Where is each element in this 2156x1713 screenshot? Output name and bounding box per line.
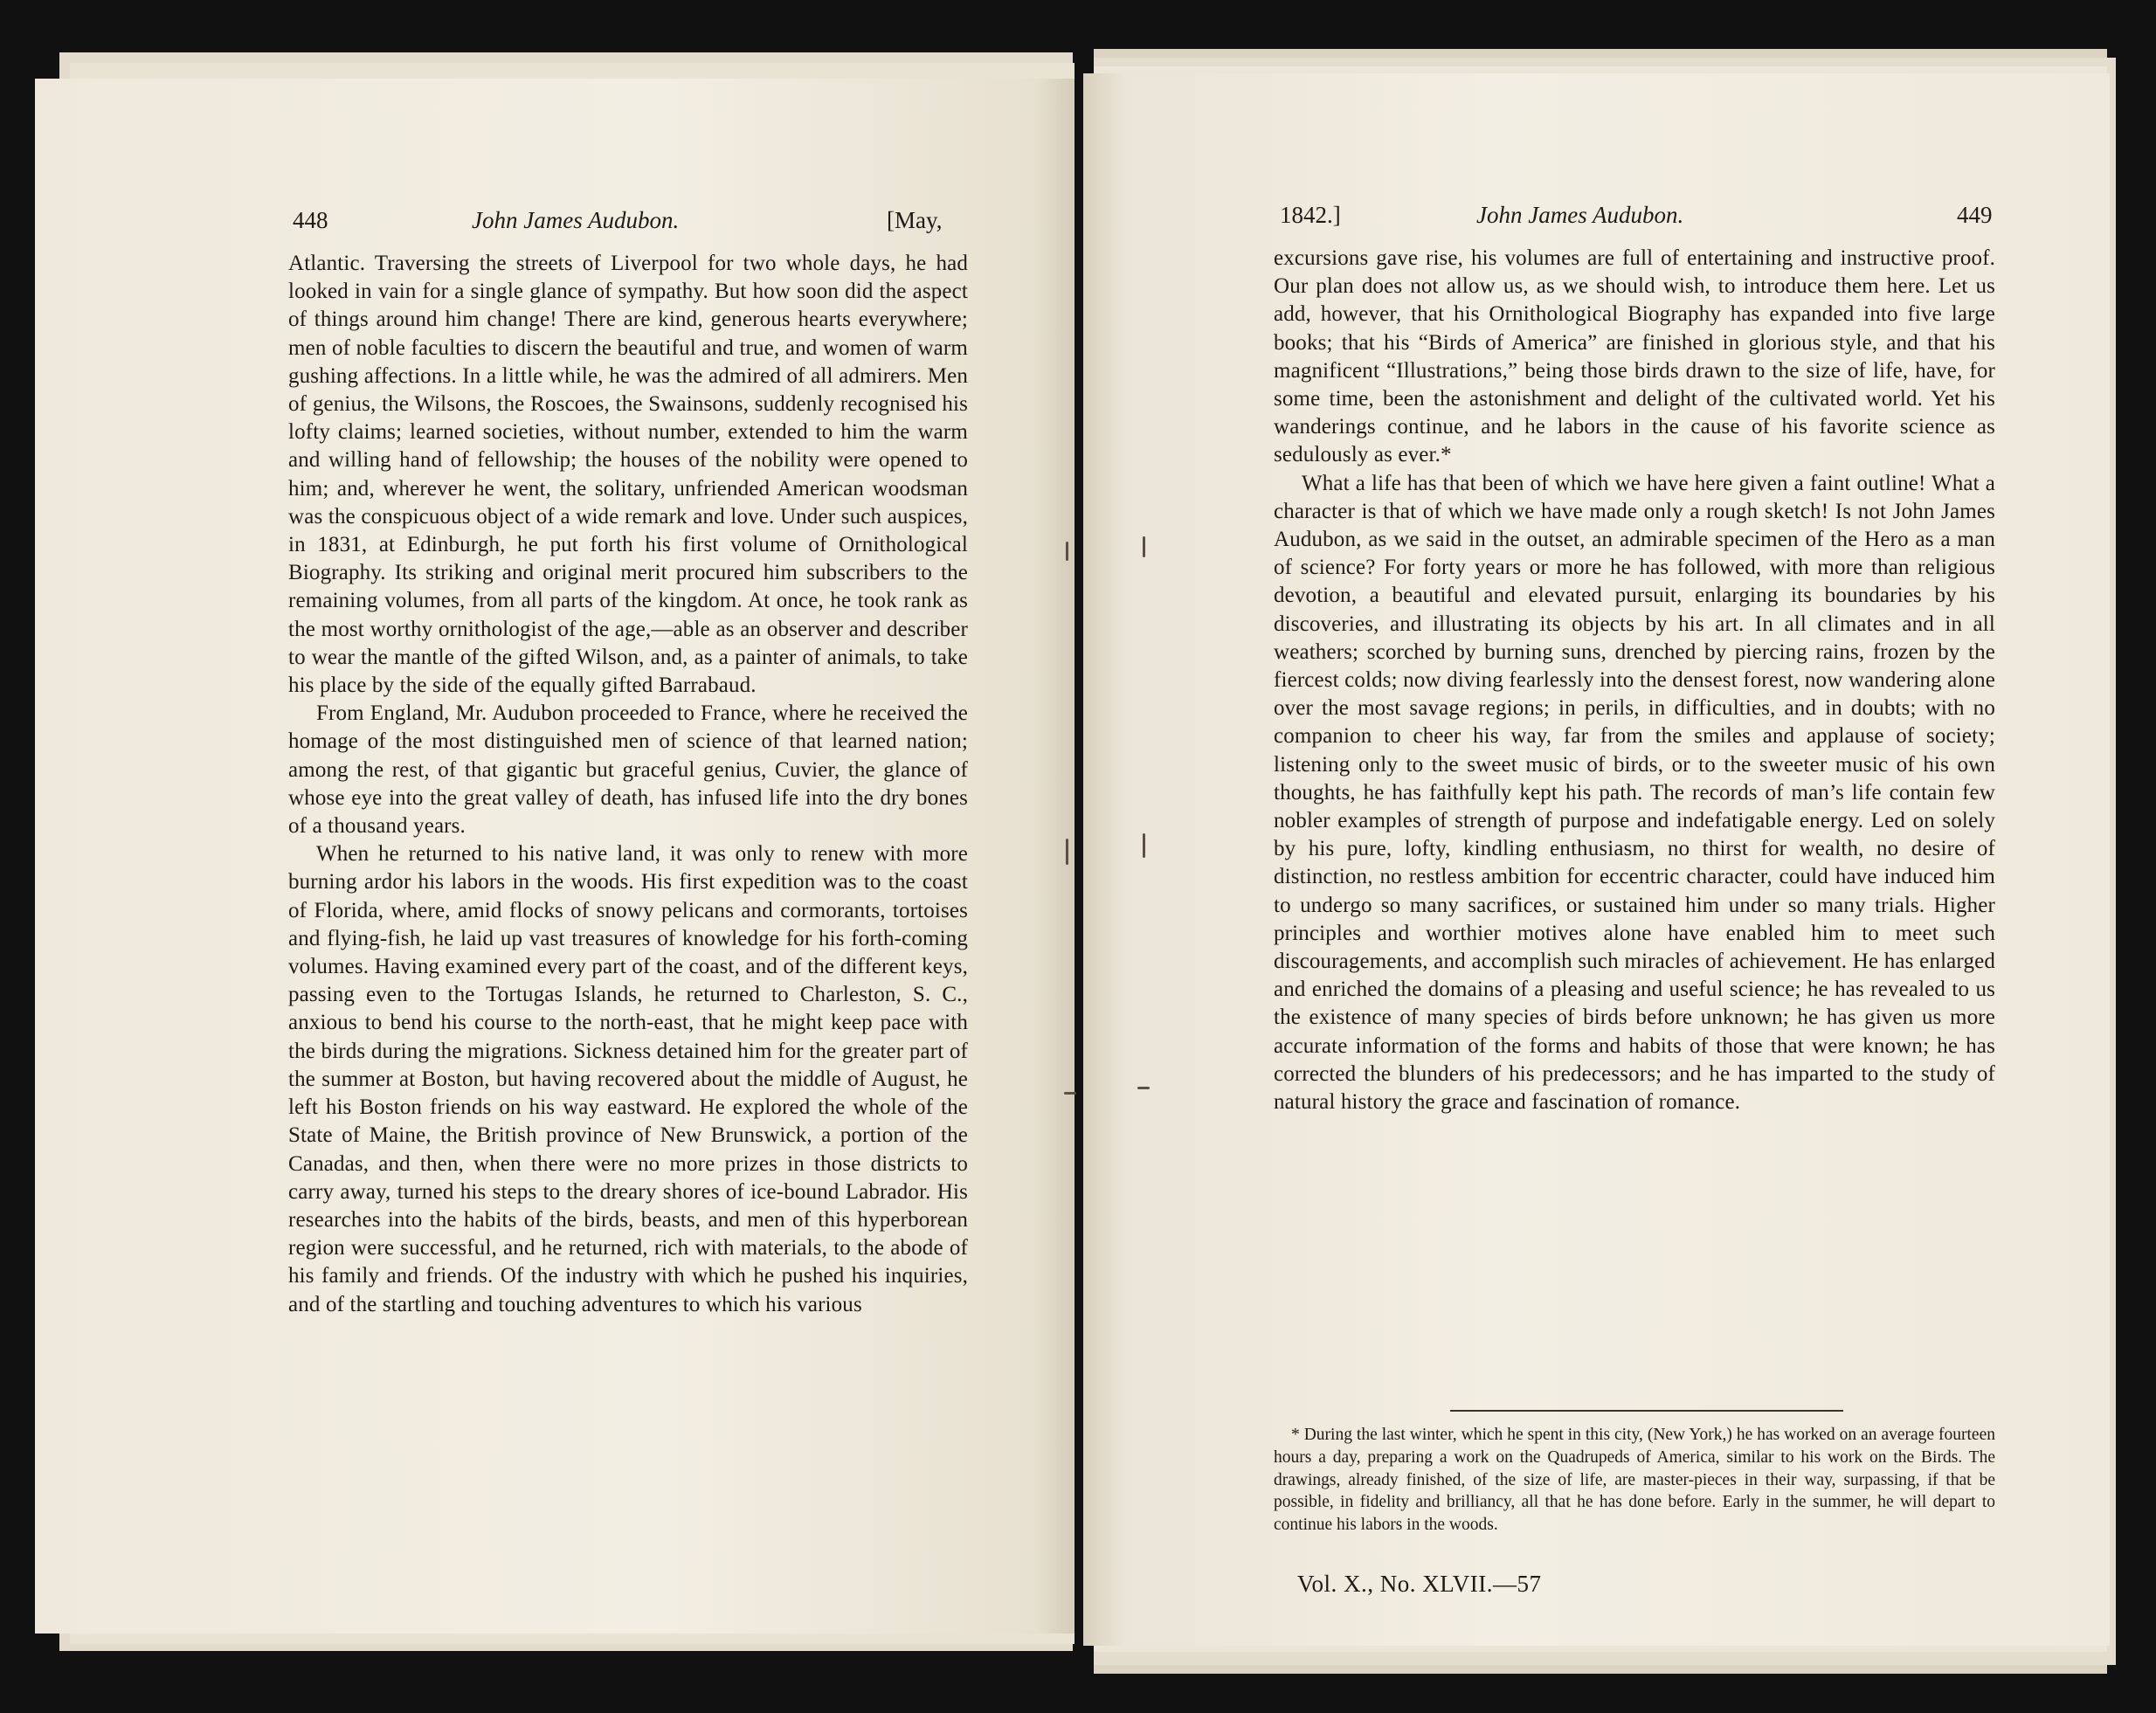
signature-line: Vol. X., No. XLVII.—57	[1297, 1571, 1542, 1597]
left-page	[35, 79, 1075, 1634]
right-paragraph: What a life has that been of which we have here given a faint outline! What a character is that of which we have made only a rough sketch! Is not John James Audubon, as we said in the outset, an admirable specimen of the Hero as a man of science? For forty years or more he has followed, with more than religious devotion, a beautiful and elevated pursuit, enlarging its boundaries by his discoveries, and illustrating its objects by his art. In all climates and in all weathers; scorched by burning suns, drenched by piercing rains, frozen by the fiercest colds; now diving fearlessly into the densest forest, now wandering alone over the most savage regions; in perils, in difficulties, and in doubts; with no companion to cheer his way, far from the smiles and applause of society; listening only to the sweet music of birds, or to the sweeter music of his own thoughts, he has faithfully kept his path. The records of man’s life contain few nobler examples of strength of purpose and indefatigable energy. Led on solely by his pure, lofty, kindling enthusiasm, no thirst for wealth, no desire of distinction, no restless ambition for eccentric character, could have induced him to undergo so many sacrifices, or sustained him under so many trials. Higher principles and worthier motives alone have enabled him to meet such discouragements, and accomplish such miracles of achievement. He has enlarged and enriched the domains of a pleasing and useful science; he has revealed to us the existence of many species of birds before unknown; he has given us more accurate information of the forms and habits of those that were known; he has corrected the blunders of his predecessors; and he has imparted to the study of natural history the grace and fascination of romance.	[1274, 471, 1995, 1115]
right-running-head	[1083, 196, 2110, 234]
left-paragraph: When he returned to his native land, it was only to renew with more burning ardor his labors in the woods. His first expedition was to the coast of Florida, where, amid flocks of snowy pelicans and cormorants, tortoises and flying-fish, he laid up vast treasures of knowledge for his forth-coming volumes. Having examined every part of the coast, and of the different keys, passing even to the Tortugas Islands, he returned to Charleston, S. C., anxious to bend his course to the north-east, that he might keep pace with the birds during the migrations. Sickness detained him for the greater part of the summer at Boston, but having recovered about the middle of August, he left his Boston friends on his way eastward. He explored the whole of the State of Maine, the British province of New Brunswick, a portion of the Canadas, and then, when there were no more prizes in those districts to carry away, turned his steps to the dreary shores of ice-bound Labrador. His researches into the habits of the birds, beasts, and men of this hyperborean region were successful, and he returned, rich with materials, to the abode of his family and friends. Of the industry with which he pushed his inquiries, and of the startling and touching adventures to which his various	[288, 842, 968, 1316]
stitch-mark	[1066, 542, 1068, 561]
stitch-mark	[1143, 833, 1145, 858]
stitch-mark	[1066, 839, 1068, 865]
right-running-date: 1842.]	[1280, 202, 1341, 228]
right-paragraph: excursions gave rise, his volumes are full of entertaining and instructive proof. Our plan does not allow us, as we should wish, to introduce them here. Let us add, however, that his Ornithological Biography has expanded into five large books; that his “Birds of America” are finished in glorious style, and that his magnificent “Illustrations,” being those birds drawn to the size of life, have, for some time, been the astonishment and delight of the cultivated world. Yet his wanderings continue, and he labors in the cause of his favorite science as sedulously as ever.*	[1274, 246, 1995, 467]
right-running-title: John James Audubon.	[1476, 202, 1684, 228]
left-running-title: John James Audubon.	[472, 207, 680, 233]
footnote-rule	[1450, 1410, 1843, 1412]
left-paragraph: From England, Mr. Audubon proceeded to France, where he received the homage of the most distinguished men of science of that learned nation; among the rest, of that gigantic but graceful genius, Cuvier, the glance of whose eye into the great valley of death, has infused life into the dry bones of a thousand years.	[288, 701, 968, 839]
right-body-text	[1274, 245, 1995, 1116]
right-page-number: 449	[1957, 202, 1993, 228]
stitch-mark	[1137, 1087, 1150, 1089]
stitch-mark	[1064, 1092, 1076, 1095]
left-body-text	[288, 250, 968, 1319]
right-page	[1083, 73, 2110, 1646]
left-paragraph: Atlantic. Traversing the streets of Liverpool for two whole days, he had looked in vain for a single glance of sympathy. But how soon did the aspect of things around him change! There are kind, generous hearts everywhere; men of noble faculties to discern the beautiful and true, and women of warm gushing affections. In a little while, he was the admired of all admirers. Men of genius, the Wilsons, the Roscoes, the Swainsons, suddenly recognised his lofty claims; learned societies, without number, extended to him the warm and willing hand of fellowship; the houses of the nobility were opened to him; and, wherever he went, the solitary, unfriended American woodsman was the conspicuous object of a wide remark and love. Under such auspices, in 1831, at Edinburgh, he put forth his first volume of Ornithological Biography. Its striking and original merit procured him subscribers to the remaining volumes, from all parts of the kingdom. At once, he took rank as the most worthy ornithologist of the age,—able as an observer and describer to wear the mantle of the gifted Wilson, and, as a painter of animals, to take his place by the side of the equally gifted Barrabaud.	[288, 252, 968, 698]
left-running-date: [May,	[887, 207, 943, 233]
stitch-mark	[1143, 536, 1145, 557]
left-page-number: 448	[293, 207, 328, 233]
footnote	[1274, 1424, 1995, 1537]
left-running-head	[35, 201, 1075, 239]
footnote-text: * During the last winter, which he spent in this city, (New York,) he has worked on an average fourteen hours a day, preparing a work on the Quadrupeds of America, similar to his work on the Birds. The drawings, already finished, of the size of life, are master-pieces in their way, surpassing, if that be possible, in fidelity and brilliancy, all that he has done before. Early in the summer, he will depart to continue his labors in the woods.	[1274, 1426, 1995, 1535]
